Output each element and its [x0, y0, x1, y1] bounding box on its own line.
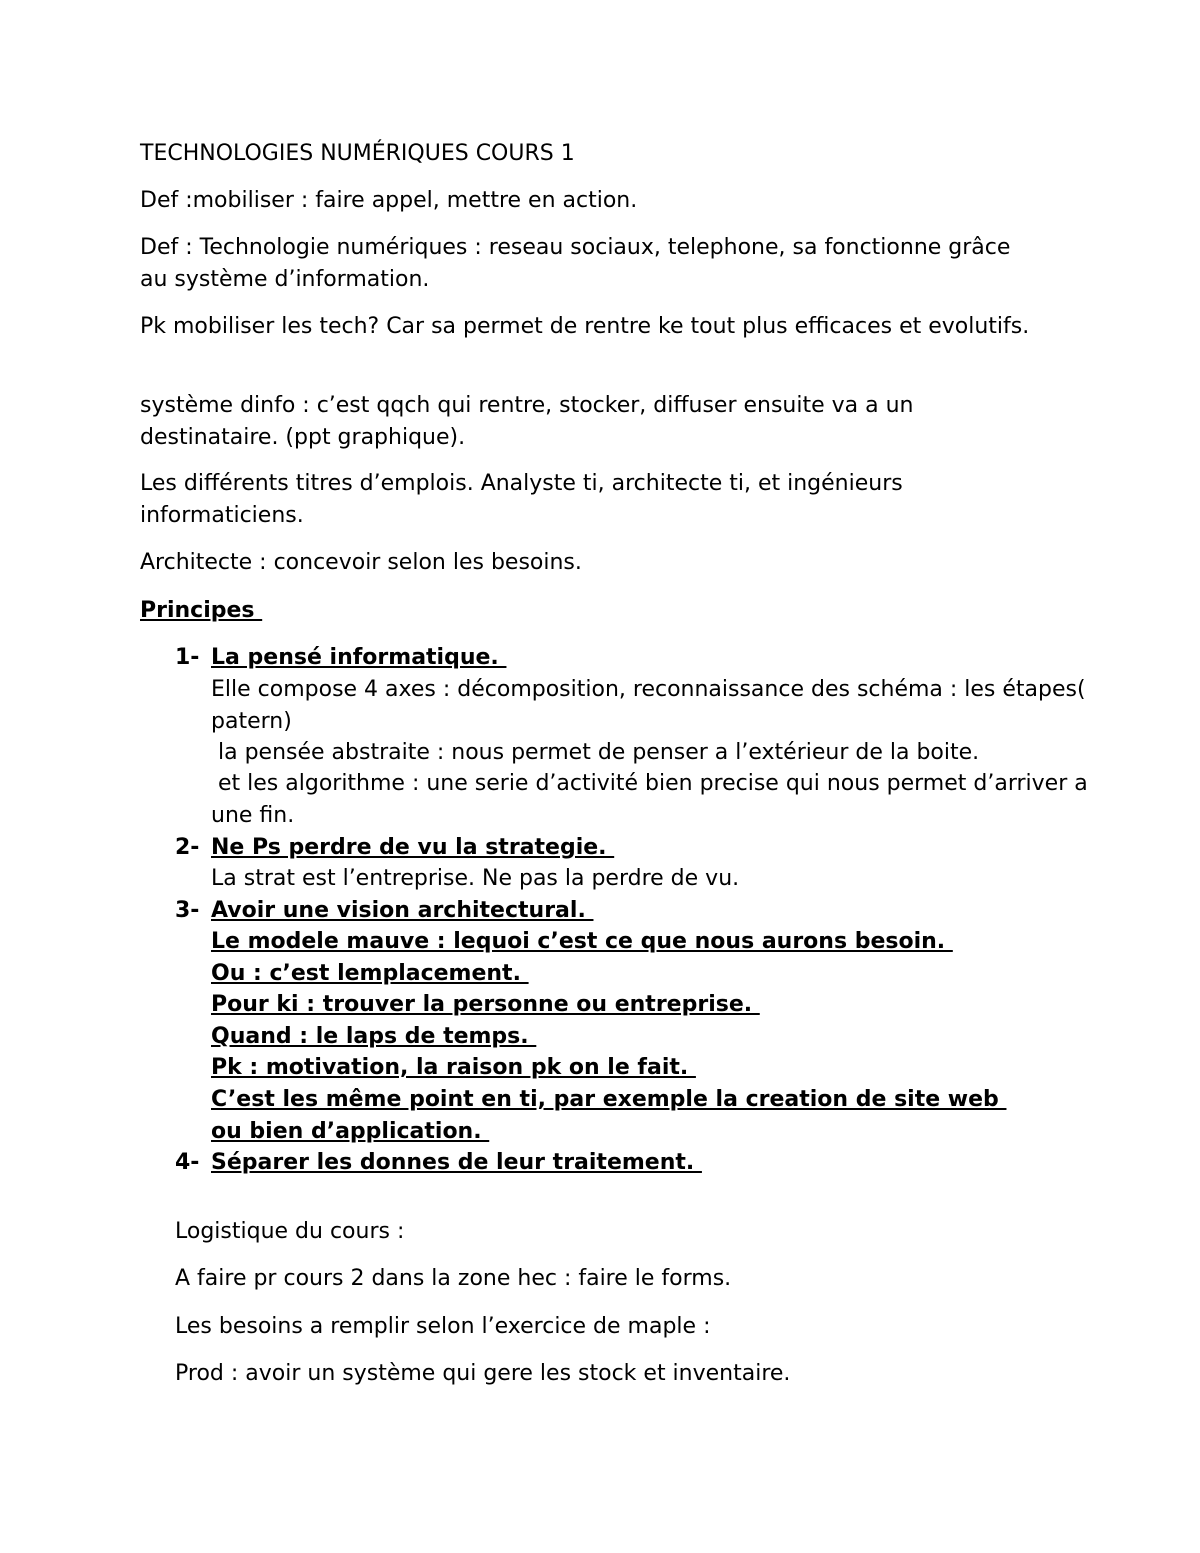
list-item-heading-text: Séparer les donnes de leur traitement.: [211, 1150, 702, 1175]
paragraph-titres-emplois: Les différents titres d’emplois. Analyste ti, architecte ti, et ingénieurs informaticiens.: [140, 471, 903, 528]
list-subitem-text: C’est les même point en ti, par exemple la creation de site web: [211, 1087, 1007, 1112]
list-number-1: 1-: [175, 645, 200, 670]
list-item-heading-text: Avoir une vision architectural.: [211, 898, 594, 923]
paragraph-architecte: Architecte : concevoir selon les besoins.: [140, 550, 582, 575]
list-item-heading-text: Ne Ps perdre de vu la strategie.: [211, 835, 615, 860]
paragraph-def-mobiliser: Def :mobiliser : faire appel, mettre en action.: [140, 188, 638, 213]
logistique-line: A faire pr cours 2 dans la zone hec : faire le forms.: [175, 1266, 732, 1291]
list-number-3: 3-: [175, 898, 200, 923]
list-item-heading-4: [211, 1147, 1091, 1179]
logistique-line: Prod : avoir un système qui gere les stock et inventaire.: [175, 1361, 791, 1386]
list-item-heading-2: [211, 832, 1091, 864]
list-item-heading-text: La pensé informatique.: [211, 645, 507, 670]
principes-heading: Principes: [140, 598, 263, 623]
list-subitem: [211, 1052, 1091, 1084]
list-subitem-text: Pour ki : trouver la personne ou entreprise.: [211, 992, 760, 1017]
list-number-4: 4-: [175, 1150, 200, 1175]
list-item-body: La strat est l’entreprise. Ne pas la perdre de vu.: [211, 866, 740, 891]
document-title: TECHNOLOGIES NUMÉRIQUES COURS 1: [140, 141, 575, 166]
logistique-line: Les besoins a remplir selon l’exercice de maple :: [175, 1314, 711, 1339]
list-subitem: [211, 1021, 1091, 1053]
list-item-body: et les algorithme : une serie d’activité bien precise qui nous permet d’arriver a une fin.: [211, 771, 1095, 828]
paragraph-def-technologie: Def : Technologie numériques : reseau sociaux, telephone, sa fonctionne grâce au système d’information.: [140, 235, 1011, 292]
list-subitem-text: Pk : motivation, la raison pk on le fait.: [211, 1055, 696, 1080]
list-subitem: [211, 989, 1091, 1021]
list-item-body: la pensée abstraite : nous permet de penser a l’extérieur de la boite.: [211, 740, 980, 765]
list-item-heading-3: [211, 895, 1091, 927]
list-subitem-text: ou bien d’application.: [211, 1119, 490, 1144]
list-subitem-text: Ou : c’est lemplacement.: [211, 961, 529, 986]
list-subitem: [211, 958, 1091, 990]
logistique-line: Logistique du cours :: [175, 1219, 405, 1244]
paragraph-systeme-dinfo: système dinfo : c’est qqch qui rentre, stocker, diffuser ensuite va a un destinataire. (ppt graphique).: [140, 393, 914, 450]
list-subitem-text: Le modele mauve : lequoi c’est ce que nous aurons besoin.: [211, 929, 953, 954]
list-subitem: [211, 926, 1091, 958]
paragraph-pk-mobiliser: Pk mobiliser les tech? Car sa permet de rentre ke tout plus efficaces et evolutifs.: [140, 314, 1030, 339]
list-subitem-text: Quand : le laps de temps.: [211, 1024, 537, 1049]
list-item-body: Elle compose 4 axes : décomposition, reconnaissance des schéma : les étapes( patern): [211, 677, 1086, 734]
list-subitem: [211, 1116, 1091, 1148]
list-item-heading-1: [211, 642, 1091, 674]
list-subitem: [211, 1084, 1091, 1116]
list-number-2: 2-: [175, 835, 200, 860]
